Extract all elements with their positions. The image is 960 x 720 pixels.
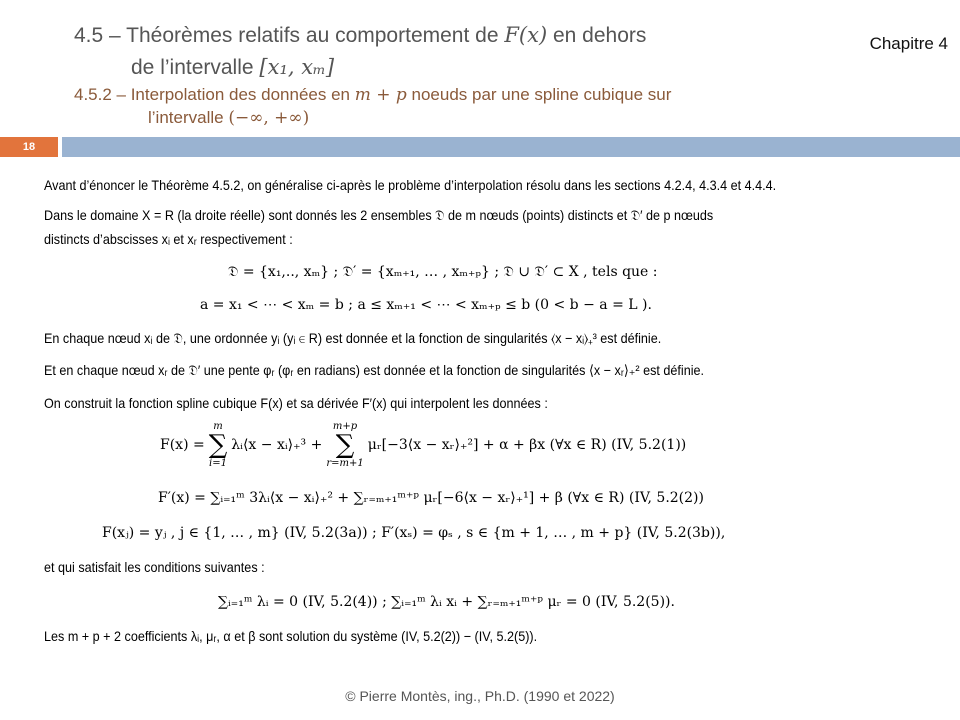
paragraph-domain-line2: distincts d’abscisses xᵢ et xᵣ respectivement : xyxy=(44,231,293,247)
paragraph-domain-line1: Dans le domaine X = R (la droite réelle) sont donnés les 2 ensembles 𝔇 de m nœuds (points) distincts et 𝔇′ de p nœuds xyxy=(44,207,714,223)
subtitle-math-interval: (−∞, +∞) xyxy=(228,108,310,128)
eq1-sum2-upper: m+p xyxy=(332,421,358,432)
paragraph-ordinates: En chaque nœud xᵢ de 𝔇, une ordonnée yᵢ (yᵢ ∈ R) est donnée et la fonction de singularités ⟨x − xᵢ⟩₊³ est définie. xyxy=(44,330,662,346)
eq1-term2: μᵣ[−3⟨x − xᵣ⟩₊²] + α + βx (∀x ∈ R) (IV, 5.2(1)) xyxy=(367,437,687,453)
title-text-b: en dehors xyxy=(547,24,647,47)
slide-subtitle-line2 xyxy=(148,107,309,129)
eq1-sum2-lower: r=m+1 xyxy=(326,458,364,469)
subtitle-text-b: noeuds par une spline cubique sur xyxy=(406,85,672,104)
eq1-sum1 xyxy=(209,421,228,469)
eq1-sum1-lower: i=1 xyxy=(209,458,227,469)
equation-sets: 𝔇 = {x₁,.., xₘ} ; 𝔇′ = {xₘ₊₁, … , xₘ₊ₚ} ; 𝔇 ∪ 𝔇′ ⊂ X , tels que : xyxy=(228,264,658,280)
slide-title-line2 xyxy=(131,54,334,81)
title-text-a: 4.5 – Théorèmes relatifs au comportement de xyxy=(74,24,505,47)
eq1-sum2 xyxy=(326,421,363,469)
eq1-term1: λᵢ⟨x − xᵢ⟩₊³ + xyxy=(231,437,323,453)
sigma-icon: ∑ xyxy=(208,430,228,460)
title-math-interval: [x₁, xₘ] xyxy=(259,55,335,79)
chapter-label: Chapitre 4 xyxy=(869,34,948,53)
equation-interpolation-conditions: F(xⱼ) = yⱼ , j ∈ {1, … , m} (IV, 5.2(3a)) ; F′(xₛ) = φₛ , s ∈ {m + 1, … , m + p} (IV, 5.2(3b)), xyxy=(102,525,726,541)
slide-subtitle-line1 xyxy=(74,84,671,106)
slide-title-line1 xyxy=(74,22,646,49)
equation-spline-Fprime: F′(x) = ∑ᵢ₌₁ᵐ 3λᵢ⟨x − xᵢ⟩₊² + ∑ᵣ₌ₘ₊₁ᵐ⁺ᵖ μᵣ[−6⟨x − xᵣ⟩₊¹] + β (∀x ∈ R) (IV, 5.2(2)) xyxy=(158,490,704,506)
title-math-fx: F(x) xyxy=(504,23,548,47)
paragraph-coefficients: Les m + p + 2 coefficients λᵢ, μᵣ, α et β sont solution du système (IV, 5.2(2)) − (IV, 5.2(5)). xyxy=(44,628,538,644)
paragraph-construction: On construit la fonction spline cubique F(x) et sa dérivée F′(x) qui interpolent les données : xyxy=(44,395,548,411)
header-divider-bar xyxy=(62,137,960,157)
page-number-badge: 18 xyxy=(0,137,58,157)
eq1-lhs: F(x) = xyxy=(160,437,205,453)
subtitle-math-mp: m + p xyxy=(354,85,407,105)
eq1-sum1-upper: m xyxy=(213,421,223,432)
paragraph-slopes: Et en chaque nœud xᵣ de 𝔇′ une pente φᵣ (φᵣ en radians) est donnée et la fonction de singularités ⟨x − xᵣ⟩₊² est définie. xyxy=(44,362,705,378)
sigma-icon: ∑ xyxy=(335,430,355,460)
subtitle-text-c: l’intervalle xyxy=(148,108,229,127)
equation-spline-F xyxy=(160,414,686,476)
subtitle-text-a: 4.5.2 – Interpolation des données en xyxy=(74,85,355,104)
title-text-c: de l’intervalle xyxy=(131,56,260,79)
equation-order: a = x₁ < ⋯ < xₘ = b ; a ≤ xₘ₊₁ < ⋯ < xₘ₊ₚ ≤ b (0 < b − a = L ). xyxy=(200,297,652,313)
paragraph-intro: Avant d’énoncer le Théorème 4.5.2, on généralise ci-après le problème d’interpolation résolu dans les sections 4.2.4, 4.3.4 et 4.4.4. xyxy=(44,177,777,193)
footer-copyright: © Pierre Montès, ing., Ph.D. (1990 et 2022) xyxy=(345,688,615,704)
paragraph-conditions: et qui satisfait les conditions suivantes : xyxy=(44,559,265,575)
equation-constraints: ∑ᵢ₌₁ᵐ λᵢ = 0 (IV, 5.2(4)) ; ∑ᵢ₌₁ᵐ λᵢ xᵢ + ∑ᵣ₌ₘ₊₁ᵐ⁺ᵖ μᵣ = 0 (IV, 5.2(5)). xyxy=(218,594,675,610)
